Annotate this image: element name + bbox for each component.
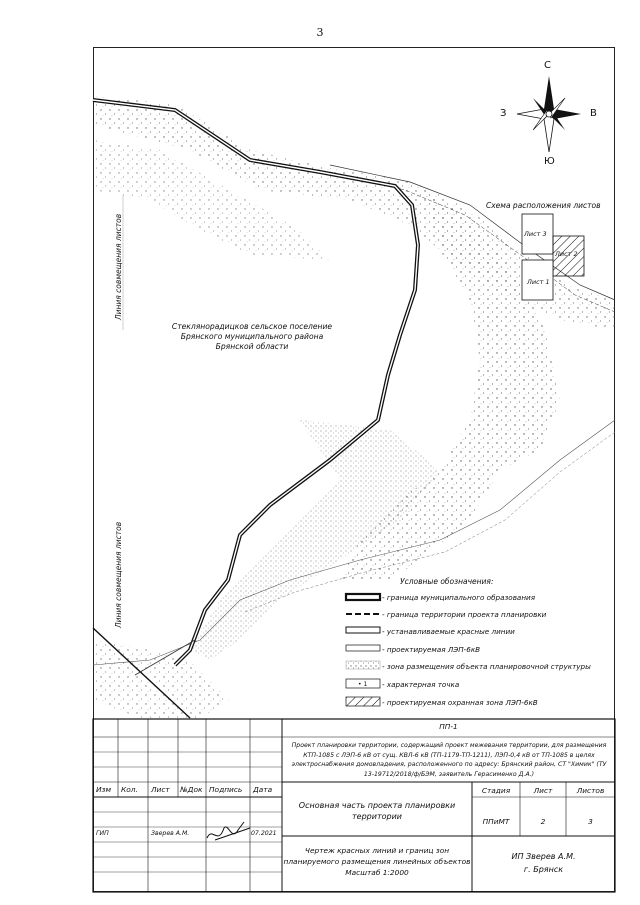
legend-item-text: - характерная точка xyxy=(382,680,460,689)
sign-date: 07.2021 xyxy=(251,830,277,837)
col-header-signature: Подпись xyxy=(209,785,243,794)
legend-point-symbol: • 1 xyxy=(358,681,368,688)
legend-item-text: - граница территории проекта планировки xyxy=(382,610,547,619)
legend-item-power-line xyxy=(343,644,628,658)
col-header-doc: №Док xyxy=(180,785,203,794)
settlement-line-2: Брянского муниципального района xyxy=(180,332,324,341)
settlement-label xyxy=(157,322,347,352)
legend-item-territory xyxy=(343,609,628,623)
match-line-label-bottom: Линия совмещения листов xyxy=(114,521,123,628)
legend-item-hatched xyxy=(343,697,628,711)
legend-item-red-lines xyxy=(343,626,628,640)
legend-item-text: - проектируемая ЛЭП-6кВ xyxy=(382,645,481,654)
drawing-title-line: планируемого размещения линейных объектов xyxy=(283,857,471,866)
scheme-sheet-2-label: Лист 2 xyxy=(555,250,578,258)
legend-item-text: - устанавливаемые красные линии xyxy=(382,627,515,636)
gip-label: ГИП xyxy=(96,830,109,837)
doc-code: ПП-1 xyxy=(439,722,458,731)
project-description-line: 13-19712/2018/ф/БЭМ, заявитель Герасименко Д.А.) xyxy=(363,770,535,778)
col-header-date: Дата xyxy=(253,785,273,794)
project-description-line: КТП-1085 с ЛЭП-6 кВ от сущ. КВЛ-6 кВ (ТП-1179-ТП-1211), ЛЭП-0,4 кВ от ТП-1085 в целях xyxy=(303,751,595,759)
legend-item-municipal xyxy=(343,592,628,606)
compass-north-label: С xyxy=(544,60,551,71)
scheme-sheet-3-label: Лист 3 xyxy=(524,230,547,238)
legend-item-text: - граница муниципального образования xyxy=(382,593,536,602)
compass-south-label: Ю xyxy=(544,156,555,167)
sheet-scheme-title: Схема расположения листов xyxy=(486,201,601,210)
col-header-list: Лист xyxy=(151,785,170,794)
col-header-izm: Изм xyxy=(96,785,112,794)
col-header-kol: Кол. xyxy=(121,785,138,794)
scheme-sheet-1-label: Лист 1 xyxy=(527,278,550,286)
match-line-label-top: Линия совмещения листов xyxy=(114,213,123,320)
gip-name: Зверев А.М. xyxy=(151,830,190,837)
project-description-line: электроснабжения домовладения, расположенного по адресу: Брянский район, СТ "Химик" (ТУ xyxy=(291,761,607,768)
sheet-value: 2 xyxy=(540,817,546,826)
settlement-line-1: Стеклянорадицков сельское поселение xyxy=(171,322,333,331)
legend-item-point xyxy=(343,679,628,693)
section-title-line: территории xyxy=(352,812,402,821)
project-description-line: Проект планировки территории, содержащий проект межевания территории, для размещения xyxy=(291,742,607,749)
signature-scribble xyxy=(207,822,250,840)
legend-item-text: - зона размещения объекта планировочной структуры xyxy=(382,662,591,671)
drawing-title xyxy=(283,845,471,878)
organization xyxy=(472,850,615,876)
legend-item-dotted-zone xyxy=(343,661,628,675)
organization-name: ИП Зверев А.М. xyxy=(511,852,576,861)
stage-value: ППиМТ xyxy=(482,817,510,826)
page-number: 3 xyxy=(316,26,324,39)
compass-east-label: В xyxy=(590,108,597,119)
sheets-header: Листов xyxy=(576,786,605,795)
sheet-header: Лист xyxy=(533,786,553,795)
section-title xyxy=(283,800,471,822)
legend-item-text: - проектируемая охранная зона ЛЭП-6кВ xyxy=(382,698,538,707)
stage-header: Стадия xyxy=(481,786,511,795)
sheets-value: 3 xyxy=(588,817,593,826)
compass-rose xyxy=(517,76,581,152)
project-description xyxy=(283,741,615,779)
drawing-scale: Масштаб 1:2000 xyxy=(345,868,409,877)
section-title-line: Основная часть проекта планировки xyxy=(298,801,456,810)
settlement-line-3: Брянской области xyxy=(215,342,289,351)
compass-west-label: З xyxy=(500,108,507,119)
drawing-title-line: Чертеж красных линий и границ зон xyxy=(304,846,450,855)
legend-title: Условные обозначения: xyxy=(400,577,494,586)
organization-city: г. Брянск xyxy=(523,865,564,874)
